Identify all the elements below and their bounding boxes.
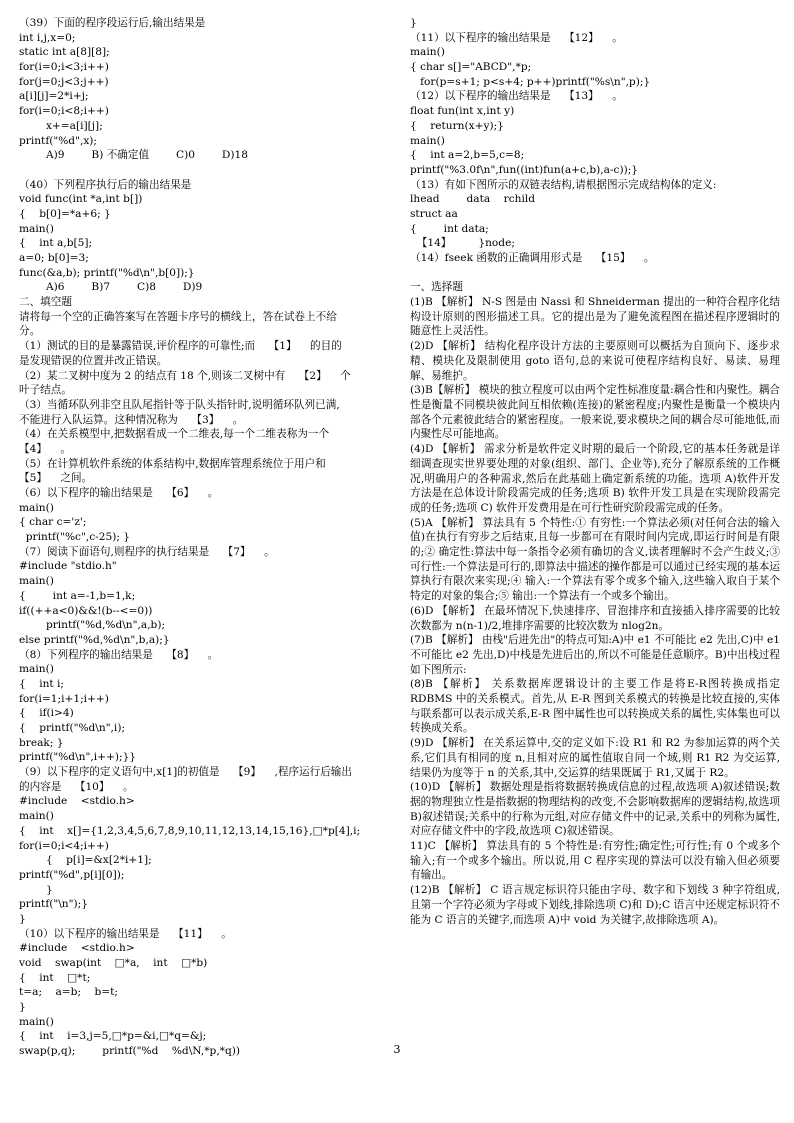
text-line: printf("%d\n",i++);}} — [19, 751, 137, 764]
left-column — [19, 16, 387, 1059]
text-line: } — [19, 912, 26, 925]
text-line: A)6 B)7 C)8 D)9 — [19, 281, 203, 294]
text-line: { int a,b[5]; — [19, 237, 93, 250]
right-code-block — [410, 16, 780, 295]
text-line: #include <stdio.h> — [19, 942, 135, 955]
text-line: { if(i>4) — [19, 707, 74, 720]
text-line: 分。 — [19, 325, 41, 338]
text-line: for(p=s+1; p<s+4; p++)printf("%s\n",p);} — [410, 75, 651, 88]
answer-paragraph: (12)B 【解析】 C 语言规定标识符只能由字母、数字和下划线 3 种字符组成,且第一个字符必须为字母或下划线,排除选项 C)和 D);C 语言中还规定标识符不能为 C 语言的关键字,而选项 A)中 void 为关键字,故排除选项 A)。 — [410, 884, 780, 926]
text-line: func(&a,b); printf("%d\n",b[0]);} — [19, 266, 195, 279]
text-line: { p[i]=&x[2*i+1]; — [19, 854, 152, 867]
answer-paragraph: 11)C 【解析】 算法具有的 5 个特性是:有穷性;确定性;可行性;有 0 个或多个输入;有一个或多个输出。所以说,用 C 程序实现的算法可以没有输入但必须要有输出。 — [410, 840, 780, 882]
text-line: main() — [19, 501, 54, 514]
text-line: printf("%c",c-25); } — [19, 531, 131, 544]
text-line: 的内容是 【10】 。 — [19, 780, 134, 793]
text-line: main() — [19, 1015, 54, 1028]
text-line: A)9 B) 不确定值 C)0 D)18 — [19, 149, 249, 162]
text-line: （13）有如下图所示的双链表结构,请根据图示完成结构体的定义: — [410, 178, 717, 191]
text-line: （8）下列程序的输出结果是 【8】 。 — [19, 648, 219, 661]
text-line: for(j=0;j<3;j++) — [19, 75, 109, 88]
text-line: 【14】 }node; — [410, 237, 515, 250]
text-line: for(i=0;i<8;i++) — [19, 105, 109, 118]
text-line: 【4】 。 — [19, 442, 71, 455]
text-line: printf("%d,%d\n",a,b); — [19, 619, 166, 632]
text-line: } — [410, 17, 417, 29]
text-line: main() — [410, 134, 445, 147]
text-line: static int a[8][8]; — [19, 46, 110, 59]
text-line — [410, 266, 780, 281]
text-line: main() — [19, 222, 54, 235]
answer-paragraph: (10)D 【解析】 数据处理是指将数据转换成信息的过程,故选项 A)叙述错误;数据的物理独立性是指数据的物理结构的改变,不会影响数据库的逻辑结构,故选项 B)叙述错误;关系中的行称为元组,对应存储文件中的记录,关系中的列称为属性,对应存储文件中的字段,故选项 C)叙述错误。 — [410, 781, 780, 838]
text-line: { int i=3,j=5,□*p=&i,□*q=&j; — [19, 1030, 207, 1043]
answer-paragraph: (5)A 【解析】 算法具有 5 个特性:① 有穷性:一个算法必须(对任何合法的输入值)在执行有穷步之后结束,且每一步都可在有限时间内完成,即运行时间是有限的;② 确定性:算法中每一条指令必须有确切的含义,读者理解时不会产生歧义;③ 可行性:一个算法是可行的,即算法中描述的操作都是可以通过已经实现的基本运算执行有限次来实现;④ 输入:一个算法有零个或多个输入,这些输入取自于某个特定的对象的集合;⑤ 输出:一个算法有一个或多个输出。 — [410, 516, 780, 603]
text-line: { return(x+y);} — [410, 119, 504, 132]
text-line: { b[0]=*a+6; } — [19, 207, 111, 220]
text-line: struct aa — [410, 207, 458, 220]
text-line: （5）在计算机软件系统的体系结构中,数据库管理系统位于用户和 — [19, 457, 326, 470]
text-line: （9）以下程序的定义语句中,x[1]的初值是 【9】 ,程序运行后输出 — [19, 766, 352, 779]
text-line: （7）阅读下面语句,则程序的执行结果是 【7】 。 — [19, 545, 275, 558]
answer-paragraph: (4)D 【解析】 需求分析是软件定义时期的最后一个阶段,它的基本任务就是详细调查现实世界要处理的对象(组织、部门、企业等),充分了解原系统的工作概况,明确用户的各种需求,然后在此基础上确定新系统的功能。选项 A)软件开发方法是在总体设计阶段需完成的任务;选项 B) 软件开发工具是在实现阶段需完成的任务;选项 C) 软件开发费用是在可行性研究阶段需完成的任务。 — [410, 443, 780, 514]
text-line: 不能进行入队运算。这种情况称为 【3】 。 — [19, 413, 244, 426]
answer-paragraph: (3)B【解析】 模块的独立程度可以由两个定性标准度量:耦合性和内聚性。耦合性是衡量不同模块彼此间互相依赖(连接)的紧密程度;内聚性是衡量一个模块内部各个元素彼此结合的紧密程度。一般来说,要求模块之间的耦合尽可能地低,而内聚性尽可能地高。 — [410, 384, 780, 441]
text-line: 一、选择题 — [410, 281, 463, 294]
text-line: #include "stdio.h" — [19, 560, 117, 573]
text-line: （3）当循环队列非空且队尾指针等于队头指针时,说明循环队列已满, — [19, 398, 340, 411]
text-line: printf("%d",x); — [19, 134, 98, 147]
text-line: { int □*t; — [19, 971, 91, 984]
text-line: 是发现错误的位置并改正错误。 — [19, 354, 168, 367]
text-line: 二、填空题 — [19, 296, 72, 309]
text-line: { int a=2,b=5,c=8; — [410, 149, 525, 162]
text-line: （4）在关系模型中,把数据看成一个二维表,每一个二维表称为一个 — [19, 428, 330, 441]
text-line: （2）某二叉树中度为 2 的结点有 18 个,则该二叉树中有 【2】 个 — [19, 369, 351, 382]
page-number: 3 — [393, 1043, 401, 1056]
text-line: { int data; — [410, 222, 489, 235]
text-line: printf("\n");} — [19, 898, 88, 911]
text-line: void func(int *a,int b[]) — [19, 193, 143, 206]
answer-paragraph: (1)B 【解析】 N-S 图是由 Nassi 和 Shneiderman 提出的一种符合程序化结构设计原则的图形描述工具。它的提出是为了避免流程图在描述程序逻辑时的随意性上灵活性。 — [410, 296, 780, 338]
text-line: } — [19, 883, 53, 896]
text-line: x+=a[i][j]; — [19, 119, 103, 132]
text-line: main() — [19, 663, 54, 676]
text-line: for(i=0;i<3;i++) — [19, 61, 109, 74]
text-line: } — [19, 1001, 26, 1014]
text-line: else printf("%d,%d\n",b,a);} — [19, 633, 170, 646]
text-line: 叶子结点。 — [19, 384, 72, 397]
text-line: #include <stdio.h> — [19, 795, 135, 808]
text-line: float fun(int x,int y) — [410, 105, 515, 118]
text-line: void swap(int □*a, int □*b) — [19, 957, 208, 969]
text-line: （14）fseek 函数的正确调用形式是 【15】 。 — [410, 252, 655, 264]
text-line: { printf("%d\n",i); — [19, 722, 126, 734]
text-line: （39）下面的程序段运行后,输出结果是 — [19, 17, 206, 29]
text-line: for(i=1;i+1;i++) — [19, 692, 109, 705]
text-line: swap(p,q); printf("%d %d\N,*p,*q)) — [19, 1045, 241, 1058]
text-line: { int i; — [19, 677, 65, 690]
answer-paragraph: (9)D 【解析】 在关系运算中,交的定义如下:设 R1 和 R2 为参加运算的两个关系,它们具有相同的度 n,且相对应的属性值取自同一个域,则 R1 R2 为交运算,结果仍为度等于 n 的关系,其中,交运算的结果既属于 R1,又属于 R2。 — [410, 737, 780, 779]
text-line: int i,j,x=0; — [19, 31, 76, 44]
text-line: break; } — [19, 736, 64, 749]
answer-paragraph: (2)D 【解析】 结构化程序设计方法的主要原则可以概括为自顶向下、逐步求精、模块化及限制使用 goto 语句,总的来说可使程序结构良好、易读、易理解、易维护。 — [410, 340, 780, 382]
answer-paragraph: (7)B 【解析】 由栈"后进先出"的特点可知:A)中 e1 不可能比 e2 先出,C)中 e1 不可能比 e2 先出,D)中栈是先进后出的,所以不可能是任意顺序。B)中出栈过程如下图所示: — [410, 634, 780, 676]
text-line: a[i][j]=2*i+j; — [19, 90, 89, 103]
text-line: （10）以下程序的输出结果是 【11】 。 — [19, 927, 232, 940]
text-line: 【5】 之间。 — [19, 472, 93, 485]
answer-paragraph: (6)D 【解析】 在最坏情况下,快速排序、冒泡排序和直接插入排序需要的比较次数都为 n(n-1)/2,堆排序需要的比较次数为 nlog2n。 — [410, 604, 780, 632]
answer-key — [410, 295, 780, 927]
text-line: lhead data rchild — [410, 193, 536, 206]
text-line: { char c='z'; — [19, 516, 87, 529]
text-line: （12）以下程序的输出结果是 【13】 。 — [410, 90, 623, 103]
text-line: if((++a<0)&&!(b--<=0)) — [19, 604, 153, 617]
text-line: { char s[]="ABCD",*p; — [410, 61, 532, 74]
text-line: { int a=-1,b=1,k; — [19, 589, 136, 602]
text-line: main() — [410, 46, 445, 59]
text-line: printf("%3.0f\n",fun((int)fun(a+c,b),a-c));} — [410, 163, 639, 176]
text-line: { int x[]={1,2,3,4,5,6,7,8,9,10,11,12,13,14,15,16},□*p[4],i; — [19, 824, 361, 837]
right-column — [410, 16, 780, 927]
text-line — [19, 163, 387, 178]
text-line: for(i=0;i<4;i++) — [19, 839, 109, 852]
text-line: main() — [19, 575, 54, 588]
text-line: printf("%d",p[i][0]); — [19, 868, 125, 881]
answer-paragraph: (8)B 【解析】 关系数据库逻辑设计的主要工作是将E-R图转换成指定 RDBMS 中的关系模式。首先,从 E-R 图到关系模式的转换是比较直接的,实体与联系都可以表示成关系,E-R 图中属性也可以转换成关系的属性,实体集也可以转换成关系。 — [410, 678, 780, 735]
text-line: t=a; a=b; b=t; — [19, 986, 118, 999]
text-line: （11）以下程序的输出结果是 【12】 。 — [410, 31, 623, 44]
text-line: main() — [19, 810, 54, 823]
text-line: （1）测试的目的是暴露错误,评价程序的可靠性;而 【1】 的目的 — [19, 340, 342, 353]
text-line: 请将每一个空的正确答案写在答题卡序号的横线上，答在试卷上不给 — [19, 310, 337, 323]
text-line: （40）下列程序执行后的输出结果是 — [19, 178, 192, 191]
text-line: a=0; b[0]=3; — [19, 252, 89, 264]
text-line: （6）以下程序的输出结果是 【6】 。 — [19, 487, 219, 499]
